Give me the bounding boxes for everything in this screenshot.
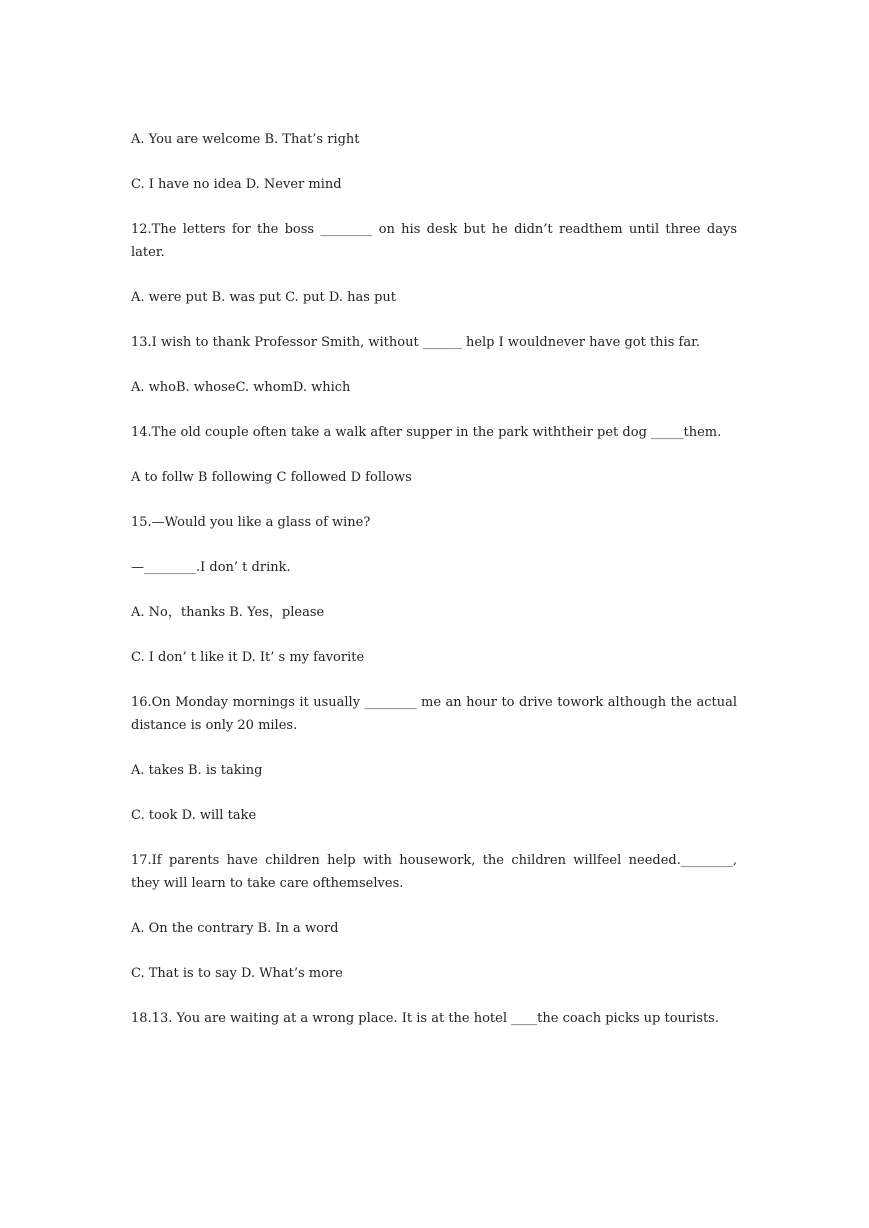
- option-line: A. were put B. was put C. put D. has put: [131, 290, 396, 305]
- option-line: C. took D. will take: [131, 808, 257, 823]
- document-page: [131, 128, 742, 1052]
- option-line: A. No，thanks B. Yes，please: [131, 605, 325, 620]
- question-15: 15.—Would you like a glass of wine?: [131, 515, 371, 530]
- option-line: C. That is to say D. What’s more: [131, 966, 343, 981]
- option-line: A. You are welcome B. That’s right: [131, 132, 360, 147]
- question-14: 14.The old couple often take a walk after supper in the park withtheir pet dog _____them.: [131, 425, 722, 440]
- question-18: 18.13. You are waiting at a wrong place. It is at the hotel ____the coach picks up tourists.: [131, 1011, 719, 1026]
- question-13: 13.I wish to thank Professor Smith, without ______ help I wouldnever have got this far.: [131, 335, 700, 350]
- question-17: 17.If parents have children help with housework, the children willfeel needed.________, they will learn to take care ofthemselves.: [131, 853, 742, 891]
- option-line: C. I have no idea D. Never mind: [131, 177, 342, 192]
- dialogue-line: —________.I don’ t drink.: [131, 560, 291, 575]
- option-line: A. On the contrary B. In a word: [131, 921, 339, 936]
- option-line: A to follw B following C followed D follows: [131, 470, 412, 485]
- option-line: A. takes B. is taking: [131, 763, 263, 778]
- question-16: 16.On Monday mornings it usually ________ me an hour to drive towork although the actual distance is only 20 miles.: [131, 695, 742, 733]
- option-line: A. whoB. whoseC. whomD. which: [131, 380, 351, 395]
- option-line: C. I don’ t like it D. It’ s my favorite: [131, 650, 365, 665]
- question-12: 12.The letters for the boss ________ on his desk but he didn’t readthem until three days later.: [131, 222, 742, 260]
